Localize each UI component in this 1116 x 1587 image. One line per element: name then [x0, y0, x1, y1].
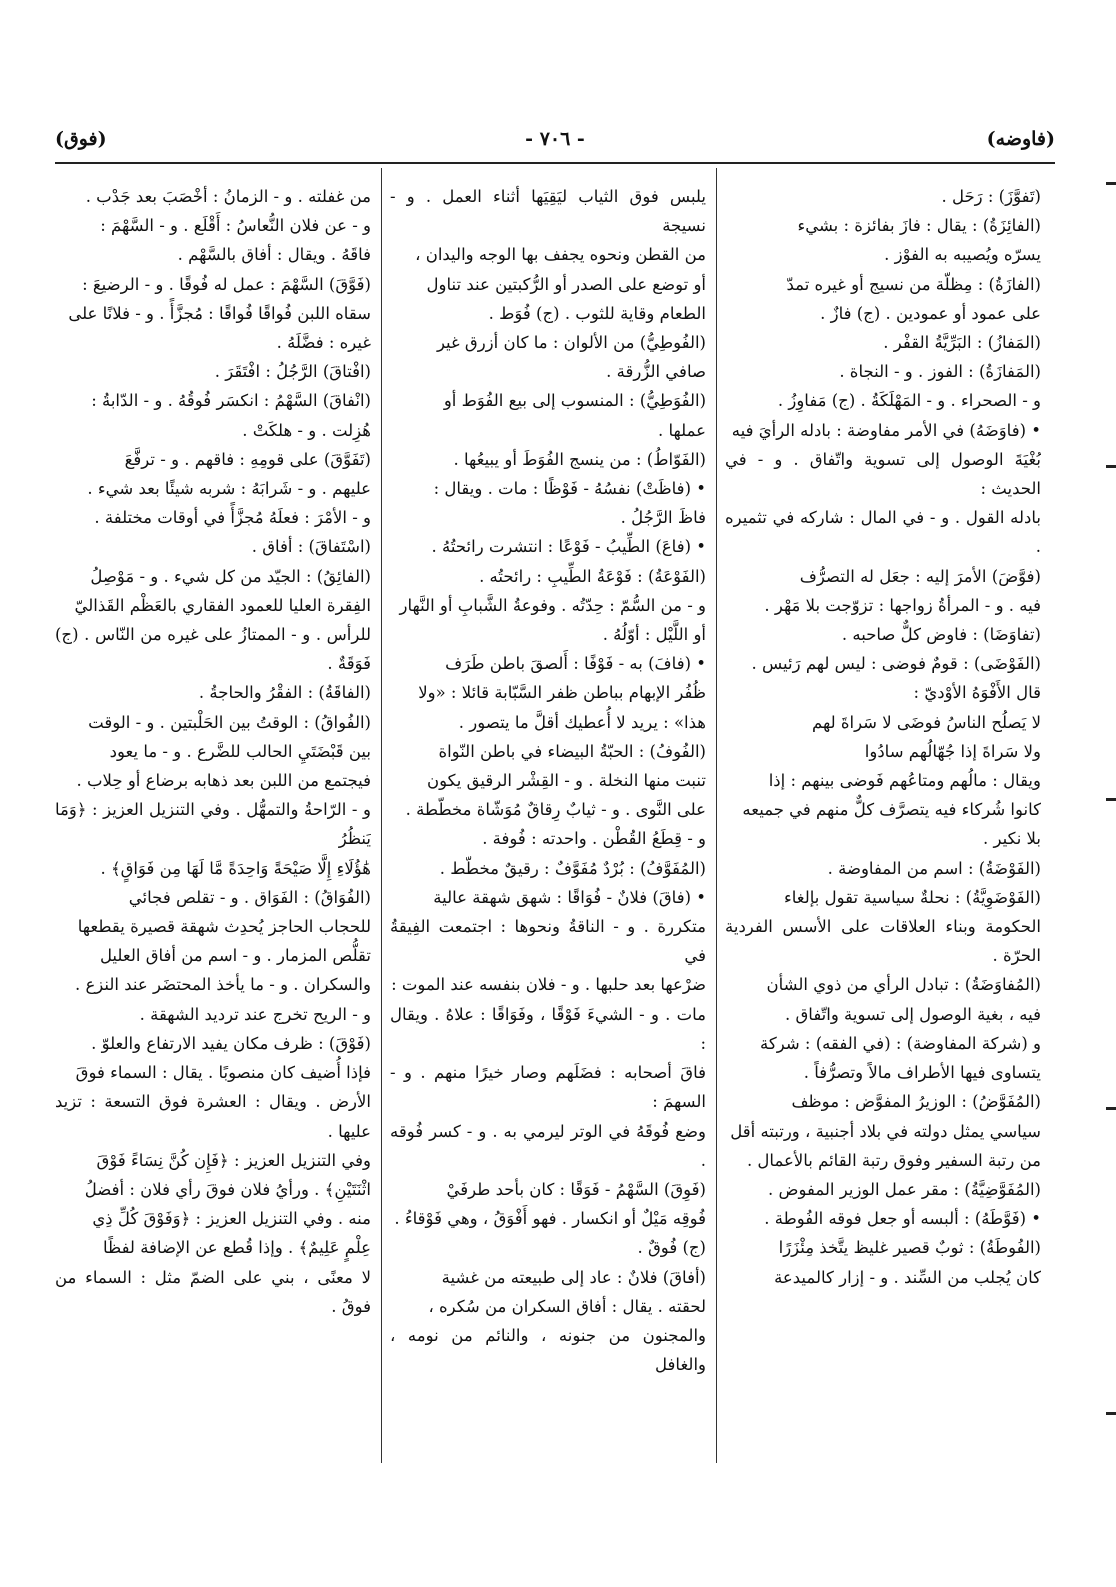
entry-line: عِلْمٍ عَلِيمٌ﴾ . وإذا قُطع عن الإضافة لفظًا — [103, 1238, 371, 1258]
entry-line: أو توضع على الصدر أو الرُّكبتين عند تناول — [426, 274, 706, 294]
entry-line: (اسْتَفاقَ) : أفاق . — [251, 537, 371, 557]
entry-line: والسكران . و - ما يأخذ المحتضَر عند النزع . — [74, 975, 371, 995]
entry-line: ضرْعها بعد حلبها . و - فلان بنفسه عند الموت : — [391, 975, 706, 995]
entry-line: و - الأمْرَ : فعلَهُ مُجزَّأً في أوقات مختلفة . — [94, 508, 371, 528]
entry-line: على النَّوى . و - ثيابٌ رِقاقٌ مُوَشّاة مخطّطة . — [405, 800, 706, 820]
entry-line: (افْتاقَ) الرَّجُلُ : افْتَقَرَ . — [214, 362, 371, 382]
entry-line: و - قِطَعُ القُطْن . واحدته : فُوفة . — [482, 829, 706, 849]
entry-line: من رتبة السفير وفوق رتبة القائم بالأعمال . — [746, 1150, 1041, 1170]
entry-line: صافي الزُّرقة . — [606, 362, 706, 382]
text-column-right — [725, 182, 1041, 1467]
entry-line: سقاه اللبن فُواقًا فُواقًا : مُجزَّأً . و - فلانًا على — [68, 303, 371, 323]
entry-line: (الفائِزَةُ) : يقال : فازَ بفائزة : بشيء — [797, 216, 1041, 236]
entry-line: تقلُّص المزمار . و - اسم من أفاق العليل — [99, 946, 371, 966]
entry-line: (تفاوَضَا) : فاوض كلٌّ صاحبه . — [841, 625, 1041, 645]
entry-line: (الفُوفُ) : الحبّةُ البيضاء في باطن النّواة — [438, 741, 706, 761]
text-column-left — [55, 182, 371, 1467]
entry-line: عملها . — [658, 420, 706, 440]
entry-line: منه . وفي التنزيل العزيز : ﴿وَفَوْقَ كُلِّ ذِي — [92, 1209, 371, 1229]
entry-line: ولا سَراةَ إذا جُهّالُهم سادُوا — [864, 741, 1041, 761]
entry-line: لحقته . يقال : أفاق السكران من سُكره ، — [428, 1296, 706, 1316]
header-first-word: (فاوضه) — [986, 128, 1055, 150]
entry-line: بُغْيَةَ الوصول إلى تسوية واتّفاق . و - في الحديث : — [725, 449, 1041, 499]
entry-line: كانوا شُركاء فيه يتصرَّف كلٌّ منهم في جميعه — [742, 800, 1041, 820]
entry-line: (المَفازَةُ) : الفوز . و - النجاة . — [839, 362, 1041, 382]
text-column-middle — [390, 182, 706, 1467]
entry-line: فاقَ أصحابه : فضَلَهم وصار خيرًا منهم . و - السهمَ : — [390, 1063, 706, 1112]
entry-line: (المُفَوَّضُ) : الوزيرُ المفوَّض : موظف — [791, 1092, 1041, 1112]
entry-line: (تَفَوَّقَ) على قومِهِ : فاقهم . و - ترفَّعَ — [124, 449, 371, 469]
entry-line: (أفاقَ) فلانٌ : عاد إلى طبيعته من غشية — [441, 1267, 706, 1287]
entry-line: مات . و - الشيءَ فَوْقًا ، وفَوَاقًا : علاهُ . ويقال : — [390, 1004, 706, 1053]
entry-line: و - الصحراء . و - المَهْلَكَةُ . (ج) مَفاوِزُ . — [777, 391, 1041, 411]
entry-line: ظُفُر الإبهام بباطن ظفر السَّبّابة قائلا : «ولا — [418, 683, 706, 703]
entry-line: • (فاظَتْ) نفسُهُ - فَوْظًا : مات . ويقال : — [433, 479, 706, 499]
entry-line: و (شركة المفاوضة) : (في الفقه) : شركة — [760, 1033, 1041, 1053]
entry-line: (الفَوْضَى) : قومٌ فوضى : ليس لهم رَئيس . — [751, 654, 1041, 674]
entry-line: (الفاقَةُ) : الفقْرُ والحاجةُ . — [198, 683, 371, 703]
entry-line: (المُفاوَضَةُ) : تبادل الرأي من ذوي الشأن — [766, 975, 1041, 995]
column-divider — [381, 168, 382, 1463]
entry-line: بين قَبْضَتَيِ الحالب للضَّرع . و - ما يعود — [109, 741, 371, 761]
scan-edge-mark — [1106, 1412, 1116, 1415]
entry-line: من غفلته . و - الزمانُ : أخْصَبَ بعد جَدْب . — [85, 187, 371, 206]
entry-line: بادله القول . و - في المال : شاركه في تثميره . — [725, 508, 1041, 557]
entry-line: (الفُواقُ) : الوقتُ بين الحَلْبتين . و - الوقت — [88, 712, 371, 732]
entry-line: (الفُوَطِيُّ) : المنسوب إلى بيع الفُوَط أو — [443, 391, 706, 411]
entry-line: للرأس . و - الممتازُ على غيره من النّاس . (ج) فَوَقَةٌ . — [55, 625, 371, 674]
entry-line: يلبس فوق الثياب ليَقِيَها أثناء العمل . و - نسيجة — [390, 187, 706, 236]
entry-line: (فَوِقَ) السَّهْمُ - فَوَقًا : كان بأحد طرفَيْ — [446, 1179, 706, 1199]
entry-line: الأرض . ويقال : العشرة فوق التسعة : تزيد عليها . — [55, 1092, 371, 1141]
entry-line: (فوَّضَ) الأمرَ إليه : جعَل له التصرُّف — [799, 566, 1041, 586]
entry-line: (انْفاقَ) السَّهْمُ : انكسَر فُوقُهُ . و - الدّابةُ : — [91, 391, 371, 411]
entry-line: الفِقرة العليا للعمود الفقاري بالعَظْم القَذاليّ — [74, 595, 371, 615]
entry-line: الحكومة وبناء العلاقات على الأسس الفردية الحرّة . — [725, 917, 1041, 966]
entry-line: (تَفوَّزَ) : رَحَل . — [941, 187, 1041, 206]
entry-line: والمجنون من جنونه ، والنائم من نومه ، والغافل — [390, 1325, 706, 1375]
scan-edge-mark — [1106, 1107, 1116, 1110]
scan-edge-mark — [1106, 798, 1116, 801]
entry-line: فإذا أُضيف كان منصوبًا . يقال : السماء فوقَ — [75, 1063, 371, 1083]
entry-line: هُزِلت . و - هلكَتْ . — [242, 420, 371, 440]
entry-line: فاظَ الرَّجُلُ . — [620, 508, 706, 528]
entry-line: وفي التنزيل العزيز : ﴿فَإِن كُنَّ نِسَاءً فَوْقَ — [96, 1150, 371, 1170]
entry-line: • (فافَ) به - فَوْفًا : أَلصقَ باطن طَرَف — [445, 654, 706, 674]
header-rule — [55, 162, 1055, 164]
entry-line: بلا نكير . — [983, 829, 1041, 849]
entry-line: وضع فُوقَهُ في الوتر ليرمي به . و - كسر فُوقه . — [390, 1121, 706, 1170]
entry-line: (الفَوْضَوِيَّةُ) : نحلةٌ سياسية تقول بإلغاء — [784, 887, 1041, 907]
entry-line: (فَوْقَ) : ظرف مكان يفيد الارتفاع والعلوّ . — [91, 1033, 371, 1053]
page-header — [55, 124, 1055, 160]
entry-line: • (فاقَ) فلانٌ - فُوَاقًا : شهق شهقة عالية — [433, 887, 706, 907]
entry-line: سياسي يمثل دولته في بلاد أجنبية ، ورتبته أقل — [730, 1121, 1041, 1141]
entry-line: (ج) فُوقٌ . — [637, 1238, 706, 1258]
entry-line: متكررة . و - الناقةُ ونحوها : اجتمعت الفِيقةُ في — [390, 917, 706, 966]
entry-line: • (فاوَضَهُ) في الأمر مفاوضة : بادله الرأيَ فيه — [731, 420, 1041, 440]
entry-line: فاقَهُ . ويقال : أفاق بالسَّهْم . — [177, 245, 371, 265]
entry-line: لا معنًى ، بني على الضمّ مثل : السماء من فوقُ . — [55, 1267, 371, 1316]
entry-line: و - عن فلان النُّعاسُ : أَقْلَع . و - السَّهْمَ : — [100, 216, 371, 236]
entry-line: على عمود أو عمودين . (ج) فازٌ . — [820, 303, 1041, 323]
entry-line: فيه . و - المرأةُ زواجها : تزوّجت بلا مَهْر . — [764, 595, 1041, 615]
entry-line: (الفُوطِيُّ) من الألوان : ما كان أزرق غير — [436, 333, 706, 353]
entry-line: قال الأَفْوَهُ الأوْديّ : — [913, 683, 1041, 703]
entry-line: و - من السُّمّ : حِدّتُه . وفوعةُ الشَّبابِ أو النَّهار — [399, 595, 706, 615]
entry-line: للحجاب الحاجز يُحدِث شهقة قصيرة يقطعها — [77, 917, 371, 937]
entry-line: (الفَوّاطُ) : من ينسج الفُوَطَ أو يبيعُها . — [453, 449, 706, 469]
entry-line: (المُفَوَّفُ) : بُرْدٌ مُفَوَّفٌ : رقيقٌ مخطّط . — [439, 858, 706, 878]
entry-line: و - الريح تخرج عند ترديد الشهقة . — [139, 1004, 371, 1024]
entry-line: يتساوى فيها الأطراف مالاً وتصرُّفاً . — [803, 1063, 1041, 1083]
entry-line: لا يَصلُح الناسُ فوضَى لا سَراةَ لهم — [811, 712, 1041, 732]
entry-line: فيه ، بغية الوصول إلى تسوية واتّفاق . — [785, 1004, 1041, 1024]
scan-edge-mark — [1106, 182, 1116, 185]
entry-line: (الفازَةُ) : مِظلّة من نسيج أو غيره تمدّ — [786, 274, 1041, 294]
entry-line: هَٰؤُلَاءِ إِلَّا صَيْحَةً وَاحِدَةً مَّا لَهَا مِن فَوَاقٍ﴾ . — [100, 858, 371, 878]
entry-line: • (فاعَ) الطِّيبُ - فَوْعًا : انتشرت رائحتُهُ . — [431, 537, 706, 557]
entry-line: ويقال : مالُهم ومتاعُهم فَوضى بينهم : إذا — [768, 771, 1041, 791]
entry-line: أو اللَّيْل : أوّلُهُ . — [602, 625, 706, 645]
entry-line: (الفُوَاقُ) : الفَوَاق . و - تقلص فجائي — [128, 887, 371, 907]
entry-line: و - الرّاحةُ والتمهُّل . وفي التنزيل العزيز : ﴿وَمَا يَنظُرُ — [55, 800, 371, 849]
entry-line: اثْنَتَيْنِ﴾ . ورأيُ فلان فوقَ رأي فلان : أفضلُ — [84, 1179, 371, 1199]
entry-line: (فَوَّقَ) السَّهْمَ : عمل له فُوقًا . و - الرضيعَ : — [82, 274, 371, 294]
entry-line: يسرّه ويُصيبه به الفوْز . — [884, 245, 1041, 265]
entry-line: (المَفازُ) : البَرِّيَّةُ القفْر . — [883, 333, 1041, 353]
entry-line: غيره : فضَّلَهُ . — [276, 333, 371, 353]
entry-line: فُوقِه مَيْلٌ أو انكسار . فهو أَفْوَقُ ، وهي فَوْقاءُ . — [394, 1209, 706, 1229]
entry-line: • (فَوَّطَهُ) : ألبسه أو جعل فوقه الفُوطة . — [764, 1209, 1041, 1229]
page-number: - ٧٠٦ - — [525, 128, 585, 150]
entry-line: كان يُجلب من السِّند . و - إزار كالميدعة — [774, 1267, 1041, 1287]
entry-line: فيجتمع من اللبن بعد ذهابه برضاع أو حِلاب . — [76, 771, 371, 791]
entry-line: الطعام وقاية للثوب . (ج) فُوَط . — [488, 303, 706, 323]
column-divider — [716, 168, 717, 1463]
entry-line: (الفَوْعَةُ) : فَوْعَةُ الطِّيبِ : رائحتُه . — [479, 566, 706, 586]
entry-line: عليهم . و - شَرابَهُ : شربه شيئًا بعد شيء . — [87, 479, 371, 499]
entry-line: (المُفَوَّضِيَّةُ) : مقر عمل الوزير المفوض . — [768, 1179, 1041, 1199]
entry-line: (الفُوطَةُ) : ثوبٌ قصير غليظ يتَّخذ مِئْزَرًا — [778, 1238, 1041, 1258]
entry-line: (الفائِقُ) : الجيّد من كل شيء . و - مَوْصِلُ — [90, 566, 371, 586]
entry-line: (الفَوْضَةُ) : اسم من المفاوضة . — [827, 858, 1041, 878]
header-last-word: (فوق) — [55, 128, 107, 150]
entry-line: تنبت منها النخلة . و - القِشْر الرقيق يكون — [427, 771, 706, 791]
scan-edge-mark — [1106, 465, 1116, 468]
entry-line: هذا» : يريد لا أُعطيك أقلَّ ما يتصور . — [458, 712, 706, 732]
entry-line: من القطن ونحوه يجفف بها الوجه واليدان ، — [415, 245, 706, 265]
